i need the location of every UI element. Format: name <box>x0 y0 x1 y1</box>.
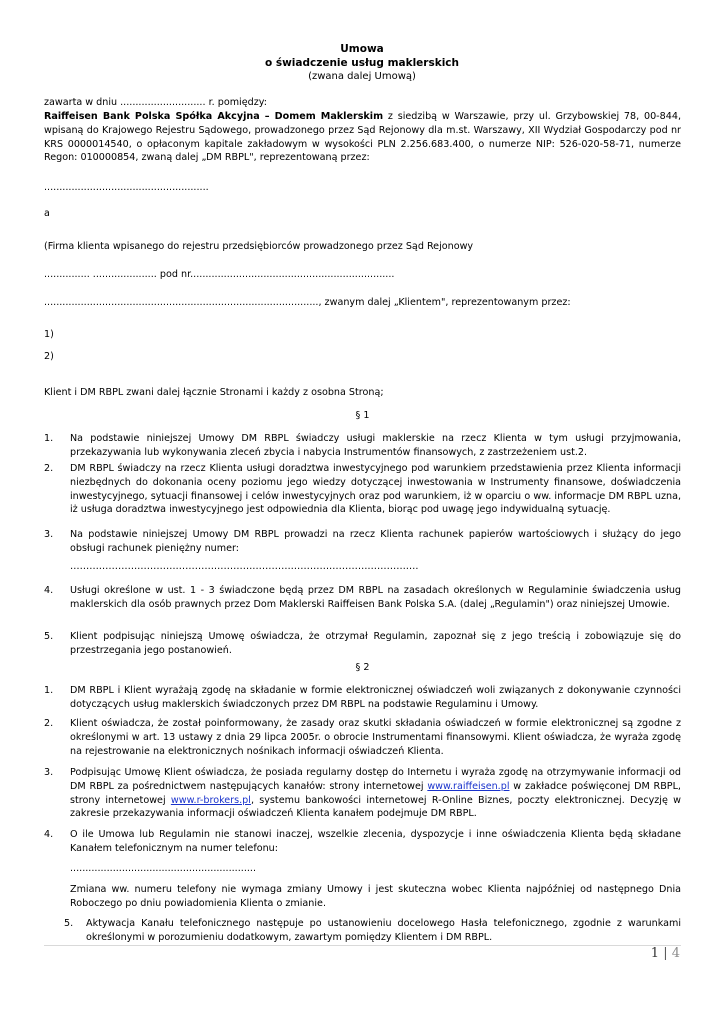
r-brokers-link[interactable]: www.r-brokers.pl <box>170 794 251 806</box>
party-details: z siedzibą w Warszawie, przy ul. Grzybowskiej 78, 00-844, wpisaną do Krajowego Rejestru Sądowego, prowadzonego przez Sąd Rejonowy dla m.st. Warszawy, XII Wydział Gospodarczy pod nr KRS 0000014540, o opłaconym kapitale zakładowym w wysokości PLN 2.256.683.400, o numerze NIP: 526-020-58-71, numerze Regon: 010000854, zwaną dalej „DM RBPL", reprezentowaną przez: <box>44 111 682 164</box>
party-name: Raiffeisen Bank Polska Spółka Akcyjna – Domem Maklerskim <box>44 111 384 122</box>
section-2-item <box>44 917 681 945</box>
party-description <box>44 110 681 165</box>
client-line: .........................................................................................., zwanym dalej „Klientem", reprezentowanym przez: <box>44 297 571 308</box>
item-text: DM RBPL świadczy na rzecz Klienta usługi doradztwa inwestycyjnego pod warunkiem przedstawienia przez Klienta informacji niezbędnych do dokonania oceny poziomu jego wiedzy dotyczącej inwestowania w Instrumenty finansowe, doświadczenia inwestycyjnego, sytuacji finansowej i celów inwestycyjnych oraz pod warunkiem, iż w oparciu o ww. informacje DM RBPL uzna, iż usługa doradztwa inwestycyjnego jest odpowiednia dla Klienta, biorąc pod uwagę jego indywidualną sytuację. <box>70 463 681 516</box>
item-text: Na podstawie niniejszej Umowy DM RBPL świadczy usługi maklerskie na rzecz Klienta w tym usługi przyjmowania, przekazywania lub wykonywania zleceń zbycia i nabycia Instrumentów finansowych, z zastrzeżeniem ust.2. <box>70 433 681 458</box>
raiffeisen-link[interactable]: www.raiffeisen.pl <box>427 780 510 792</box>
phone-change-note <box>44 883 681 911</box>
section-2-item <box>44 766 681 821</box>
section-1-item <box>44 528 681 556</box>
representative-2: 2) <box>44 351 54 362</box>
item-text-part: w zakładce poświęconej DM RBPL, strony internetowej <box>70 780 681 806</box>
current-page: 1 <box>650 946 660 961</box>
item-number: 3. <box>44 767 54 778</box>
item-text: DM RBPL i Klient wyrażają zgodę na składanie w formie elektronicznej oświadczeń woli związanych z dokonywanie czynności dotyczących usług maklerskich świadczonych przez DM RBPL na podstawie Regulaminu i Umowy. <box>70 685 681 710</box>
item-text: ............................................................. <box>70 863 257 874</box>
item-number: 4. <box>44 585 54 596</box>
item-text <box>70 766 681 821</box>
and-word: a <box>44 208 50 219</box>
section-2-item <box>44 684 681 712</box>
section-2-heading: § 2 <box>355 662 370 673</box>
footer-divider <box>44 945 681 946</box>
item-text: Klient oświadcza, że został poinformowany, że zasady oraz skutki składania oświadczeń w formie elektronicznej są zgodne z określonymi w art. 13 ustawy z dnia 29 lipca 2005r. o obrocie Instrumentami finansowymi. Klient oświadcza, że wyraża zgodę na rejestrowanie na elektronicznych nośnikach informacji oświadczeń Klienta. <box>70 718 681 757</box>
item-number: 1. <box>44 685 54 696</box>
representative-1: 1) <box>44 329 54 340</box>
parties-definition: Klient i DM RBPL zwani dalej łącznie Stronami i każdy z osobna Stroną; <box>44 387 384 398</box>
total-pages: 4 <box>671 946 680 961</box>
item-text-part: Podpisując Umowę Klient oświadcza, że posiada regularny dostęp do Internetu i wyraża zgodę na otrzymywanie informacji od DM RBPL za pośrednictwem następujących kanałów: strony internetowej <box>70 767 681 792</box>
item-number: 4. <box>44 829 54 840</box>
item-text: Aktywacja Kanału telefonicznego następuje po ustanowieniu docelowego Hasła telefonicznego, zgodnie z warunkami określonymi w porozumieniu dodatkowym, zawartym pomiędzy Klientem i DM RBPL. <box>86 918 681 943</box>
page-separator: | <box>663 946 668 961</box>
section-1-heading: § 1 <box>355 410 370 421</box>
item-text: Usługi określone w ust. 1 - 3 świadczone będą przez DM RBPL na zasadach określonych w Regulaminie świadczenia usług maklerskich dla osób prawnych przez Dom Maklerski Raiffeisen Bank Polska S.A. (dalej „Regulamin") oraz niniejszej Umowie. <box>70 585 681 610</box>
section-1-item <box>44 432 681 460</box>
contract-header <box>0 42 724 83</box>
client-firm-label: (Firma klienta wpisanego do rejestru przedsiębiorców prowadzonego przez Sąd Rejonowy <box>44 241 474 252</box>
section-2-item <box>44 717 681 758</box>
item-text: O ile Umowa lub Regulamin nie stanowi inaczej, wszelkie zlecenia, dyspozycje i inne oświadczenia Klienta będą składane Kanałem telefonicznym na numer telefonu: <box>70 829 681 854</box>
phone-number-dots <box>44 862 681 876</box>
register-line: ............... ..................... pod nr................................................................... <box>44 269 395 280</box>
section-1-item <box>44 630 681 658</box>
contract-subtitle: o świadczenie usług maklerskich <box>264 57 460 69</box>
item-number: 2. <box>44 718 54 729</box>
contract-note: (zwana dalej Umową) <box>308 71 416 82</box>
item-number: 3. <box>44 529 54 540</box>
item-text: Zmiana ww. numeru telefony nie wymaga zmiany Umowy i jest skuteczna wobec Klienta najpóźniej od następnego Dnia Roboczego po dniu powiadomienia Klienta o zmianie. <box>70 884 681 909</box>
item-text: ………………………………………………………………………………………………. <box>70 561 419 572</box>
item-text: Na podstawie niniejszej Umowy DM RBPL prowadzi na rzecz Klienta rachunek papierów wartościowych i służący do jego obsługi rachunek pieniężny numer: <box>70 529 681 554</box>
item-number: 1. <box>44 433 54 444</box>
item-text: Klient podpisując niniejszą Umowę oświadcza, że otrzymał Regulamin, zapoznał się z jego treścią i zobowiązuje się do przestrzegania jego postanowień. <box>70 631 681 656</box>
section-2-item <box>44 828 681 856</box>
page-number <box>651 946 680 961</box>
item-text-part: , systemu bankowości internetowej R-Online Biznes, poczty elektronicznej. Decyzję w zakresie przekazywania informacji oświadczeń Klienta kanałem podejmuje DM RBPL. <box>70 794 681 820</box>
contract-title: Umowa <box>340 43 384 55</box>
item-number: 5. <box>44 631 54 642</box>
representative-dots: ...................................................... <box>44 182 209 193</box>
date-line: zawarta w dniu ............................ r. pomiędzy: <box>44 97 267 108</box>
section-1-item <box>44 584 681 612</box>
item-number: 2. <box>44 463 54 474</box>
item-number: 5. <box>64 918 74 929</box>
section-1-item <box>44 462 681 517</box>
account-number-dots <box>44 560 681 574</box>
